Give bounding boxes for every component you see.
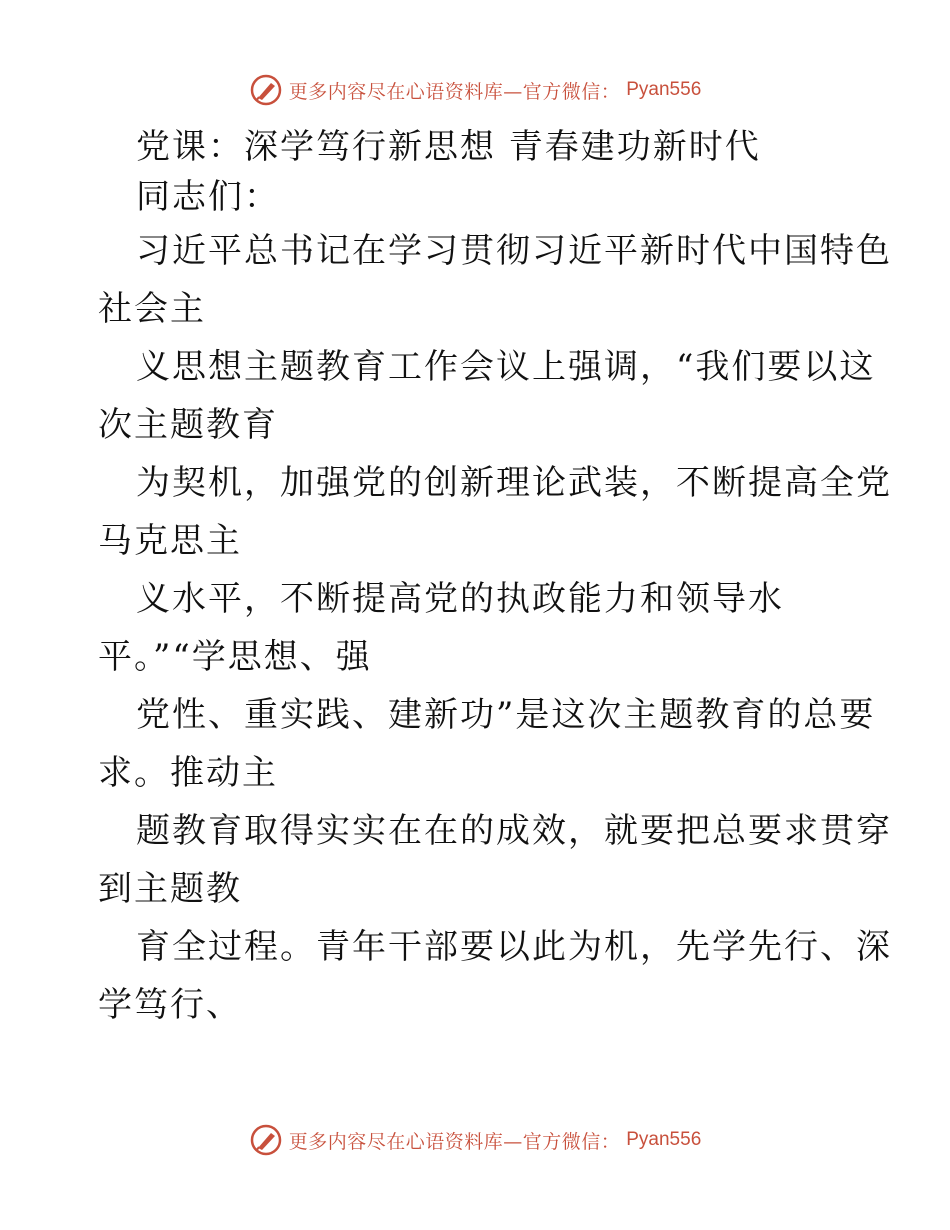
header-watermark	[0, 70, 950, 110]
text-line: 社会主	[98, 289, 206, 329]
text-line: 义水平，不断提高党的执政能力和领导水	[136, 579, 784, 619]
text-line: 次主题教育	[98, 405, 278, 445]
greeting: 同志们：	[136, 177, 280, 217]
text-line: 马克思主	[98, 521, 242, 561]
document-title: 党课：深学笃行新思想 青春建功新时代	[136, 127, 761, 167]
watermark-text: 更多内容尽在心语资料库—官方微信：	[288, 80, 621, 103]
document-body	[98, 122, 892, 1034]
text-line: 到主题教	[98, 869, 242, 909]
text-line: 学笃行、	[98, 985, 242, 1025]
quill-logo-icon	[249, 1123, 283, 1157]
text-line: 习近平总书记在学习贯彻习近平新时代中国特色	[136, 231, 892, 271]
text-line: 为契机，加强党的创新理论武装，不断提高全党	[136, 463, 892, 503]
footer-watermark	[0, 1120, 950, 1160]
watermark-handle: Pyan556	[626, 1129, 702, 1150]
quill-logo-icon	[249, 73, 283, 107]
text-line: 党性、重实践、建新功”是这次主题教育的总要	[136, 695, 876, 735]
watermark-text: 更多内容尽在心语资料库—官方微信：	[288, 1130, 621, 1153]
text-line: 平。”“学思想、强	[98, 637, 372, 677]
watermark-handle: Pyan556	[626, 79, 702, 100]
text-line: 题教育取得实实在在的成效，就要把总要求贯穿	[136, 811, 892, 851]
text-line: 求。推动主	[98, 753, 278, 793]
text-line: 义思想主题教育工作会议上强调，“我们要以这	[136, 347, 876, 387]
text-line: 育全过程。青年干部要以此为机，先学先行、深	[136, 927, 892, 967]
